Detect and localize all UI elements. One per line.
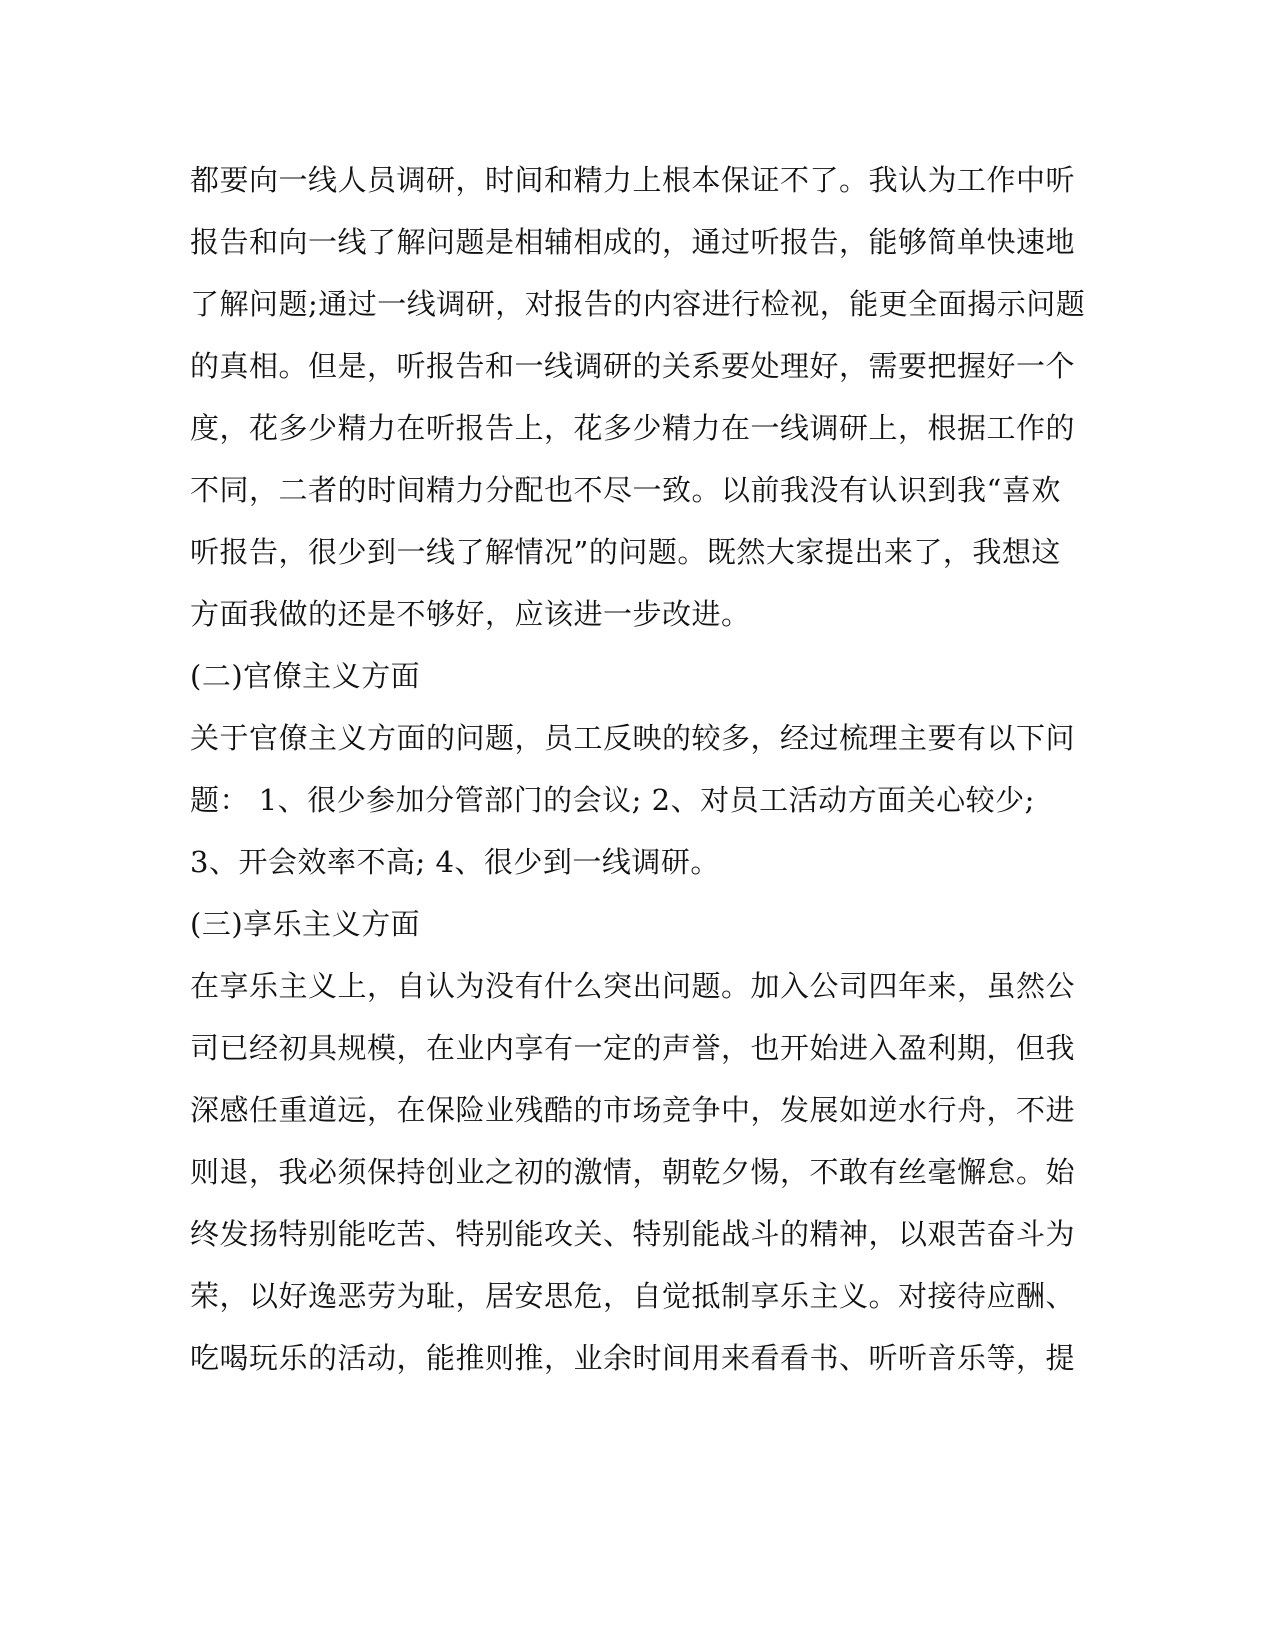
text-line: 题： 1、很少参加分管部门的会议; 2、对员工活动方面关心较少; (190, 783, 1035, 817)
text-line: 则退，我必须保持创业之初的激情，朝乾夕惕，不敢有丝毫懈怠。始 (190, 1155, 1076, 1189)
text-line: 不同，二者的时间精力分配也不尽一致。以前我没有认识到我“喜欢 (190, 473, 1061, 507)
text-line: 都要向一线人员调研，时间和精力上根本保证不了。我认为工作中听 (190, 163, 1076, 197)
section-heading-hedonism: (三)享乐主义方面 (190, 907, 421, 941)
text-line: 方面我做的还是不够好，应该进一步改进。 (190, 597, 751, 631)
text-line: 终发扬特别能吃苦、特别能攻关、特别能战斗的精神，以艰苦奋斗为 (190, 1217, 1076, 1251)
section-heading-bureaucratism: (二)官僚主义方面 (190, 659, 421, 693)
text-line: 在享乐主义上，自认为没有什么突出问题。加入公司四年来，虽然公 (190, 969, 1076, 1003)
text-line: 司已经初具规模，在业内享有一定的声誉，也开始进入盈利期，但我 (190, 1031, 1076, 1065)
text-line: 3、开会效率不高; 4、很少到一线调研。 (190, 845, 720, 879)
text-line: 吃喝玩乐的活动，能推则推，业余时间用来看看书、听听音乐等，提 (190, 1341, 1076, 1375)
text-line: 了解问题;通过一线调研，对报告的内容进行检视，能更全面揭示问题 (190, 287, 1086, 321)
text-line: 度，花多少精力在听报告上，花多少精力在一线调研上，根据工作的 (190, 411, 1076, 445)
text-line: 关于官僚主义方面的问题，员工反映的较多，经过梳理主要有以下问 (190, 721, 1076, 755)
text-line: 听报告，很少到一线了解情况”的问题。既然大家提出来了，我想这 (190, 535, 1061, 569)
text-line: 的真相。但是，听报告和一线调研的关系要处理好，需要把握好一个 (190, 349, 1076, 383)
text-line: 报告和向一线了解问题是相辅相成的，通过听报告，能够简单快速地 (190, 225, 1076, 259)
text-line: 荣，以好逸恶劳为耻，居安思危，自觉抵制享乐主义。对接待应酬、 (190, 1279, 1076, 1313)
text-line: 深感任重道远，在保险业残酷的市场竞争中，发展如逆水行舟，不进 (190, 1093, 1076, 1127)
